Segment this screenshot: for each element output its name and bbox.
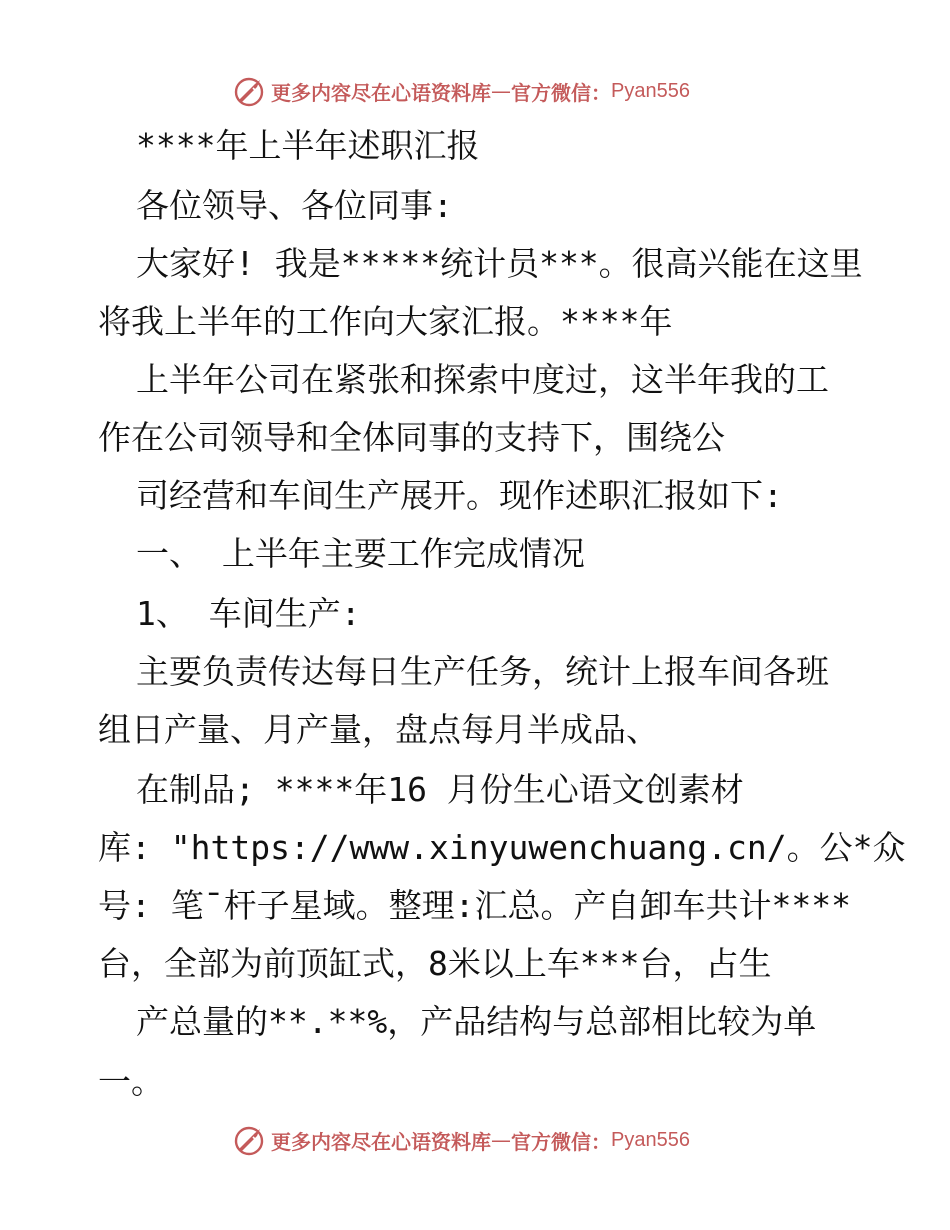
watermark-account: Pyan556 <box>611 79 690 102</box>
doc-text: 司经营和车间生产展开。现作述职汇报如下: <box>136 476 783 515</box>
watermark-label: 官方微信： <box>511 80 611 105</box>
doc-line <box>0 236 950 292</box>
doc-text: 作在公司领导和全体同事的支持下，围绕公 <box>98 418 725 457</box>
doc-text: 上半年公司在紧张和探索中度过，这半年我的工 <box>136 360 829 399</box>
doc-salutation: 各位领导、各位同事: <box>136 186 453 225</box>
watermark-text: 更多内容尽在心语资料库 <box>271 80 491 105</box>
doc-text: 在制品; ****年16 月份生心语文创素材 <box>136 770 744 809</box>
doc-line <box>0 878 950 934</box>
doc-line <box>0 994 950 1050</box>
doc-line <box>0 178 950 234</box>
doc-subheading: 1、 车间生产: <box>136 594 361 633</box>
doc-text: 主要负责传达每日生产任务，统计上报车间各班 <box>136 652 829 691</box>
doc-text: 库: "https://www.xinyuwenchuang.cn/。公*众 <box>98 828 906 867</box>
doc-line <box>0 820 950 876</box>
doc-line <box>0 294 950 350</box>
doc-line <box>0 1054 950 1110</box>
doc-line <box>0 410 950 466</box>
doc-text: 台，全部为前顶缸式，8米以上车***台，占生 <box>98 944 772 983</box>
doc-text: 大家好! 我是*****统计员***。很高兴能在这里 <box>136 244 863 283</box>
watermark-footer <box>233 1123 690 1157</box>
doc-line <box>0 762 950 818</box>
pen-logo-icon <box>233 74 267 108</box>
doc-line <box>0 936 950 992</box>
doc-text: 产总量的**.**%，产品结构与总部相比较为单 <box>136 1002 817 1041</box>
doc-title: ****年上半年述职汇报 <box>136 126 480 165</box>
doc-text: 号: 笔¯杆子星域。整理:汇总。产自卸车共计**** <box>98 886 851 925</box>
watermark-dash: — <box>491 79 511 103</box>
doc-line <box>0 702 950 758</box>
watermark-dash: — <box>491 1128 511 1152</box>
doc-line <box>0 586 950 642</box>
doc-text: 将我上半年的工作向大家汇报。****年 <box>98 302 673 341</box>
doc-line <box>0 468 950 524</box>
watermark-header <box>233 74 690 108</box>
pen-logo-icon <box>233 1123 267 1157</box>
doc-line <box>0 644 950 700</box>
doc-line <box>0 526 950 582</box>
doc-line <box>0 118 950 174</box>
watermark-account: Pyan556 <box>611 1128 690 1151</box>
watermark-text: 更多内容尽在心语资料库 <box>271 1129 491 1154</box>
doc-text: 一。 <box>98 1062 164 1101</box>
watermark-label: 官方微信： <box>511 1129 611 1154</box>
doc-heading: 一、 上半年主要工作完成情况 <box>136 534 585 573</box>
doc-line <box>0 352 950 408</box>
doc-text: 组日产量、月产量，盘点每月半成品、 <box>98 710 659 749</box>
